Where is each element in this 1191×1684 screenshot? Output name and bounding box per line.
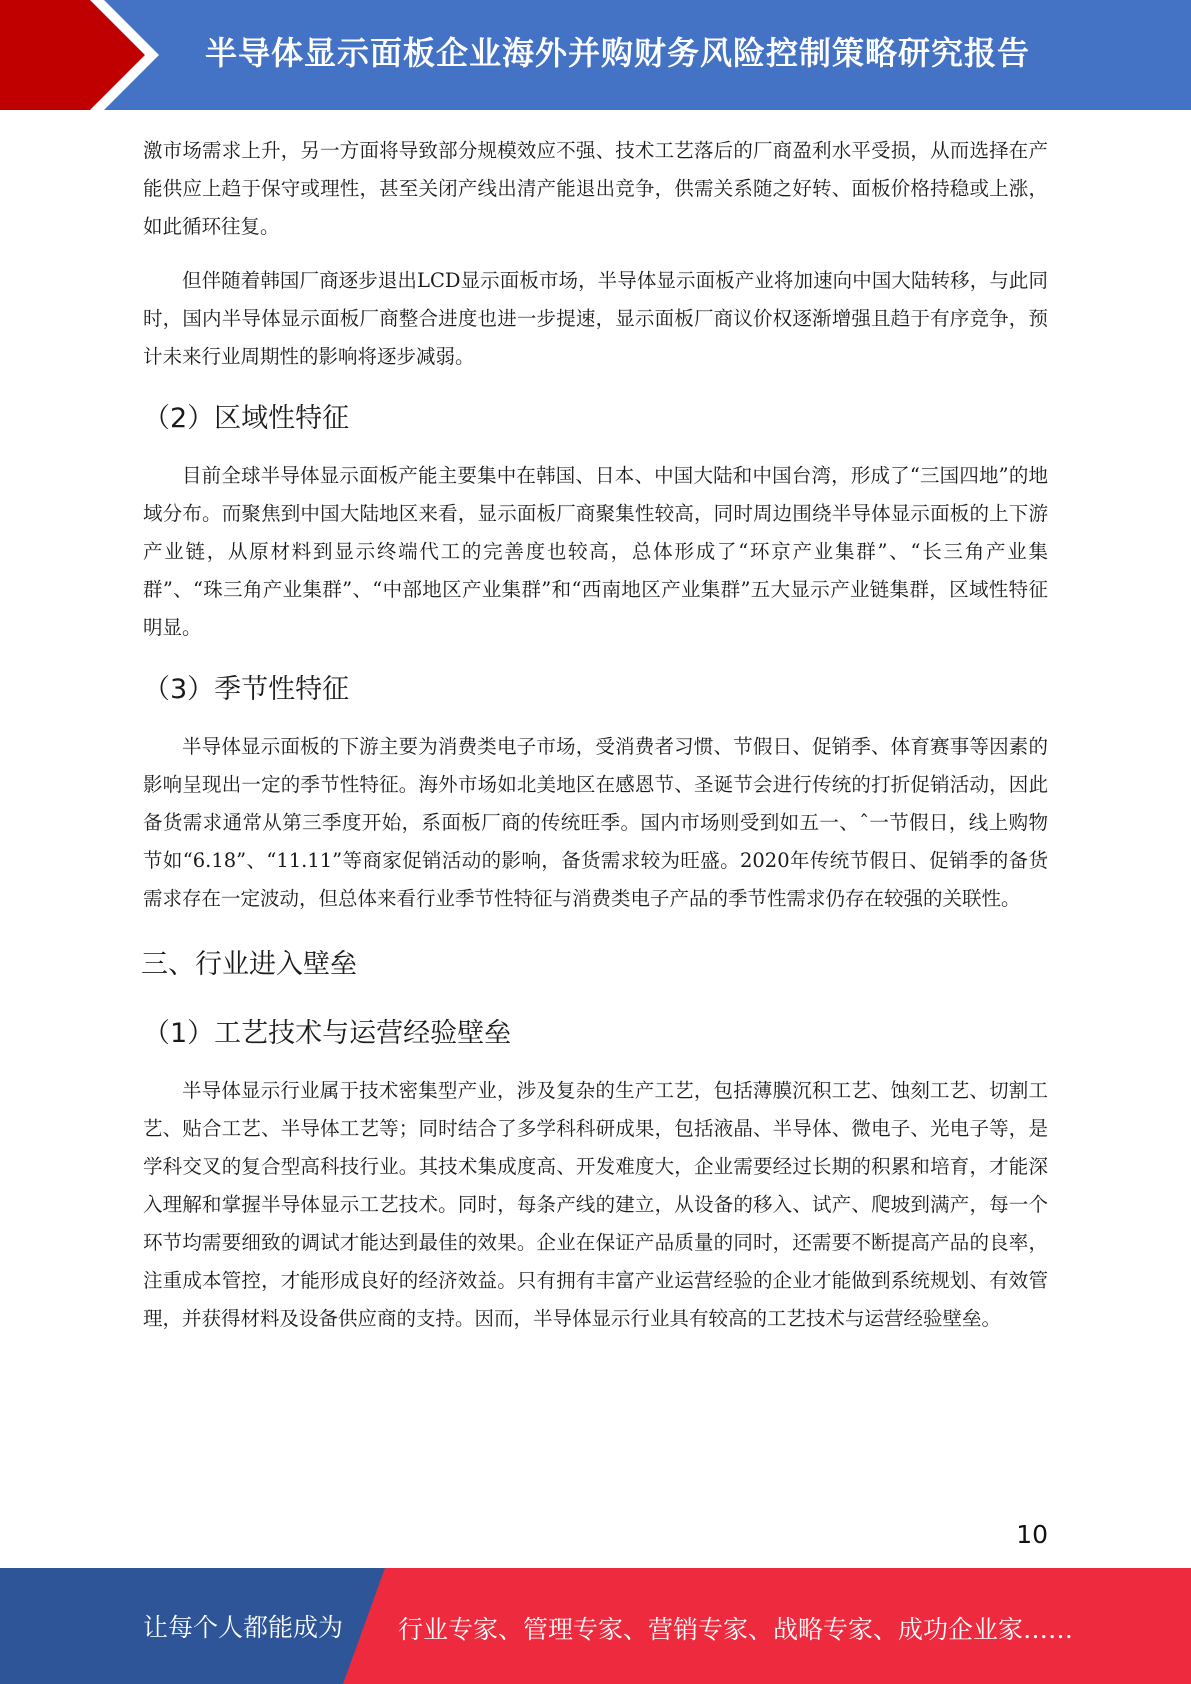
footer-slogan-left: 让每个人都能成为 [143,1613,344,1642]
page-header [0,0,1191,110]
document-body [143,132,1048,1354]
paragraph-cycle-continuation: 激市场需求上升，另一方面将导致部分规模效应不强、技术工艺落后的厂商盈利水平受损，从而选择在产能供应上趋于保守或理性，甚至关闭产线出清产能退出竞争，供需关系随之好转、面板价格持稳或上涨，如此循环往复。 [143,139,1048,238]
page-number: 10 [1016,1520,1048,1549]
paragraph-tech-barrier: 半导体显示行业属于技术密集型产业，涉及复杂的生产工艺，包括薄膜沉积工艺、蚀刻工艺、切割工艺、贴合工艺、半导体工艺等；同时结合了多学科科研成果，包括液晶、半导体、微电子、光电子等，是学科交叉的复合型高科技行业。其技术集成度高、开发难度大，企业需要经过长期的积累和培育，才能深入理解和掌握半导体显示工艺技术。同时，每条产线的建立，从设备的移入、试产、爬坡到满产，每一个环节均需要细致的调试才能达到最佳的效果。企业在保证产品质量的同时，还需要不断提高产品的良率，注重成本管控，才能形成良好的经济效益。只有拥有丰富产业运营经验的企业才能做到系统规划、有效管理，并获得材料及设备供应商的支持。因而，半导体显示行业具有较高的工艺技术与运营经验壁垒。 [143,1079,1048,1330]
heading-seasonal-features: （3）季节性特征 [143,674,350,705]
paragraph-regional: 目前全球半导体显示面板产能主要集中在韩国、日本、中国大陆和中国台湾，形成了“三国四地”的地域分布。而聚焦到中国大陆地区来看，显示面板厂商聚集性较高，同时周边围绕半导体显示面板的上下游产业链，从原材料到显示终端代工的完善度也较高，总体形成了“环京产业集群”、“长三角产业集群”、“珠三角产业集群”、“中部地区产业集群”和“西南地区产业集群”五大显示产业链集群，区域性特征明显。 [143,464,1048,639]
heading-entry-barriers: 三、行业进入壁垒 [141,949,357,980]
heading-regional-features: （2）区域性特征 [143,403,350,434]
report-title: 半导体显示面板企业海外并购财务风险控制策略研究报告 [205,34,1031,72]
page-footer [0,1568,1191,1684]
paragraph-korea-exit: 但伴随着韩国厂商逐步退出LCD显示面板市场，半导体显示面板产业将加速向中国大陆转移，与此同时，国内半导体显示面板厂商整合进度也进一步提速，显示面板厂商议价权逐渐增强且趋于有序竞争，预计未来行业周期性的影响将逐步减弱。 [143,269,1048,368]
heading-tech-barrier: （1）工艺技术与运营经验壁垒 [143,1018,512,1049]
footer-slogan-right: 行业专家、管理专家、营销专家、战略专家、成功企业家…… [398,1615,1074,1644]
paragraph-seasonal: 半导体显示面板的下游主要为消费类电子市场，受消费者习惯、节假日、促销季、体育赛事等因素的影响呈现出一定的季节性特征。海外市场如北美地区在感恩节、圣诞节会进行传统的打折促销活动，因此备货需求通常从第三季度开始，系面板厂商的传统旺季。国内市场则受到如五一、ˆ一节假日，线上购物节如“6.18”、“11.11”等商家促销活动的影响，备货需求较为旺盛。2020年传统节假日、促销季的备货需求存在一定波动，但总体来看行业季节性特征与消费类电子产品的季节性需求仍存在较强的关联性。 [143,735,1048,910]
